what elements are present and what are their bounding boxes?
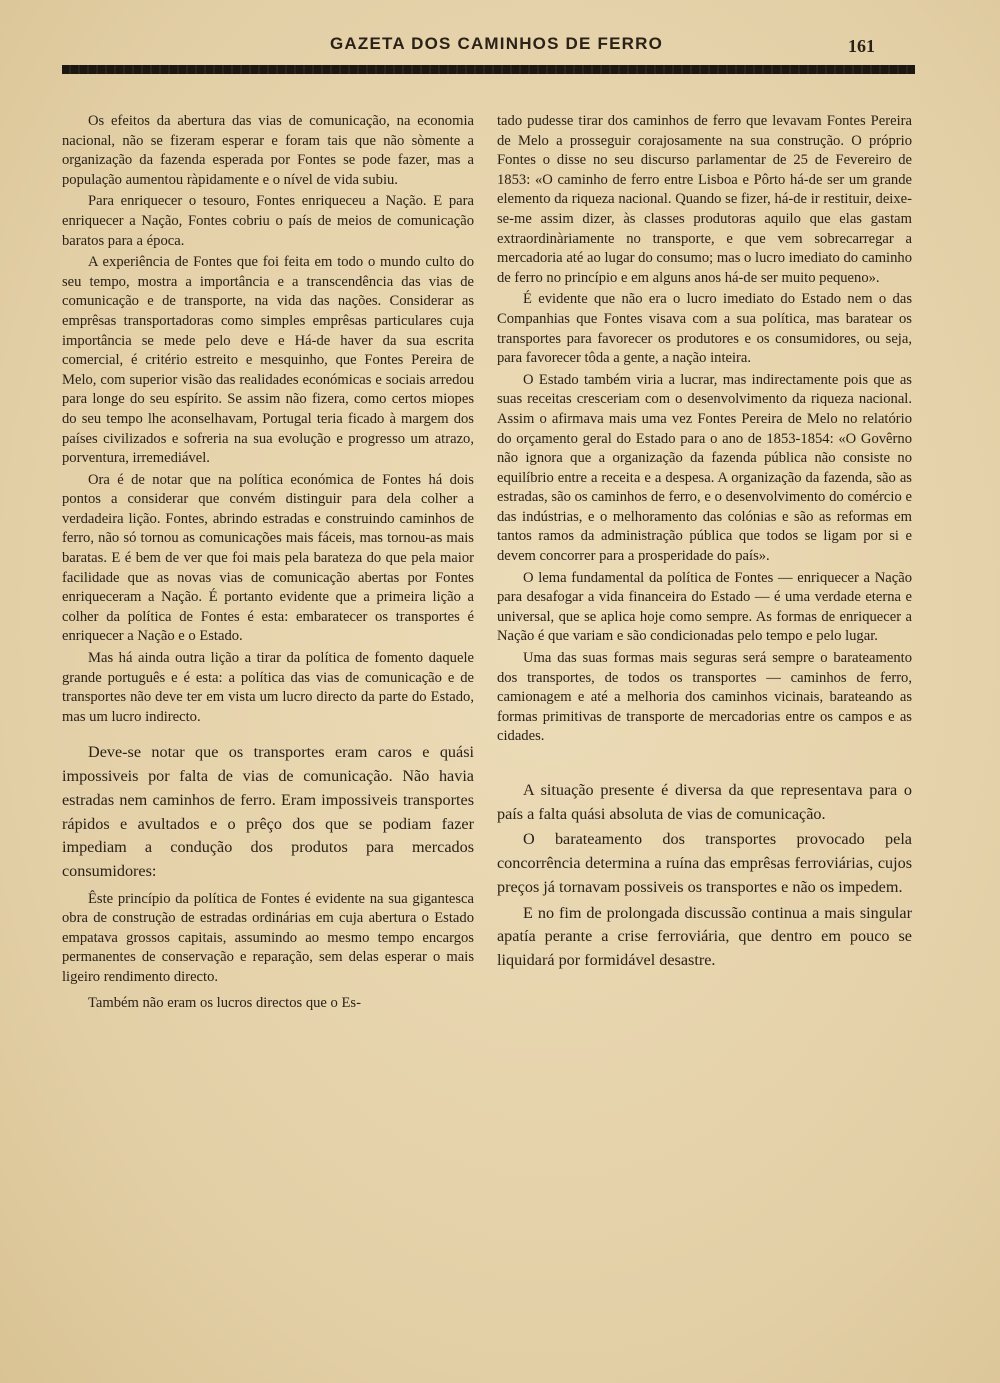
left-paragraph-5: Mas há ainda outra lição a tirar da política de fomento daquele grande português e é esta: a política das vias de comunicação e de transportes não deve ter em vista um lucro directo da parte do Estado, mas um lucro indirecto. xyxy=(62,650,474,725)
left-paragraph-7: Êste princípio da política de Fontes é evidente na sua gigantesca obra de construção de estradas ordinárias em cuja abertura o Estado empatava grossos capitais, assumindo ao mesmo tempo encargos permanentes de conservação e reparação, sem delas esperar o mais ligeiro rendimento directo. xyxy=(62,890,474,985)
header-rule xyxy=(62,65,915,74)
left-column xyxy=(62,112,474,1013)
left-paragraph-2: Para enriquecer o tesouro, Fontes enriqueceu a Nação. E para enriquecer a Nação, Fontes cobriu o país de meios de comunicação baratos para a época. xyxy=(62,193,474,249)
right-paragraph-3: O Estado também viria a lucrar, mas indirectamente pois que as suas receitas cresceriam com o desenvolvimento da riqueza nacional. Assim o afirmava mais uma vez Fontes Pereira de Melo no relatório do orçamento geral do Estado para o ano de 1853-1854: «O Govêrno não ignora que a organização da fazenda pública não consiste no equilíbrio entre a receita e a despesa. A organização da fazenda, são as estradas, são os caminhos de ferro, e o desenvolvimento do comércio e das indústrias, e o melhoramento das colónias e são as reformas em tantos ramos da administração pública que todos se ligam por si e devem concorrer para a prosperidade do país». xyxy=(497,371,912,565)
right-paragraph-5: Uma das suas formas mais seguras será sempre o barateamento dos transportes, de todos os transportes — caminhos de ferro, camionagem e até a melhoria dos caminhos vicinais, barateando as formas primitivas de transporte de mercadorias entre os campos e as cidades. xyxy=(497,650,912,745)
left-paragraph-6: Deve-se notar que os transportes eram caros e quási impossiveis por falta de vias de comunicação. Não havia estradas nem caminhos de ferro. Eram impossiveis transportes rápidos e avultados e o prêço dos que se podiam fazer impediam a condução dos produtos para mercados consumidores: xyxy=(62,743,474,880)
masthead-title: GAZETA DOS CAMINHOS DE FERRO xyxy=(330,34,663,53)
right-paragraph-1: tado pudesse tirar dos caminhos de ferro que levavam Fontes Pereira de Melo a prosseguir corajosamente na sua construção. O próprio Fontes o disse no seu discurso parlamentar de 25 de Fevereiro de 1853: «O caminho de ferro entre Lisboa e Pôrto há-de ser um grande elemento da riqueza nacional. Quando se fizer, há-de ir restituir, deixe-se-me assim dizer, às classes produtoras aquilo que elas gastam extraordinàriamente no transporte, e que vem sobrecarregar a mercadoria até ao lugar do consumo; mas o lucro imediato do caminho de ferro no princípio e em alguns anos há-de ser muito pequeno». xyxy=(497,113,912,286)
left-paragraph-1: Os efeitos da abertura das vias de comunicação, na economia nacional, não se fizeram esperar e foram tais que não sòmente a organização da fazenda esperada por Fontes se pode fazer, mas a população aumentou ràpidamente e o nível de vida subiu. xyxy=(62,113,474,188)
page-header xyxy=(60,32,915,62)
left-paragraph-3: A experiência de Fontes que foi feita em todo o mundo culto do seu tempo, mostra a importância e a transcendência das vias de comunicação e de transporte, na vida das nações. Considerar as emprêsas transportadoras como simples emprêsas particulares cuja importância se mede pelo deve e Há-de haver da sua escrita comercial, é critério estreito e mesquinho, que Fontes Pereira de Melo, com superior visão das realidades económicas e sociais arredou para longe do seu espírito. Se assim não fizera, como certos miopes do seu tempo lhe aconselhavam, Portugal teria ficado à margem dos países civilizados e sofreria na sua evolução e progresso um atrazo, porventura, irremediável. xyxy=(62,254,474,467)
right-column xyxy=(497,112,912,973)
page-number: 161 xyxy=(848,36,875,56)
right-paragraph-7: O barateamento dos transportes provocado pela concorrência determina a ruína das emprêsas ferroviárias, cujos preços já tornavam possiveis os transportes e não os impedem. xyxy=(497,830,912,896)
left-paragraph-4: Ora é de notar que na política económica de Fontes há dois pontos a considerar que convém distinguir para dela colher a verdadeira lição. Fontes, abrindo estradas e construindo caminhos de ferro, não só tornou as comunicações mais fáceis, mas tornou-as mais baratas. E é bem de ver que foi mais pela barateza do que pela maior facilidade que as novas vias de comunicação abertas por Fontes enriqueceram a Nação. É portanto evidente que a primeira lição a colher da política de Fontes é esta: embaratecer os transportes é enriquecer a Nação e o Estado. xyxy=(62,471,474,645)
left-paragraph-8: Também não eram os lucros directos que o Es- xyxy=(88,994,361,1011)
right-paragraph-6: A situação presente é diversa da que representava para o país a falta quási absoluta de vias de comunicação. xyxy=(497,781,912,823)
right-paragraph-8: E no fim de prolongada discussão continua a mais singular apatía perante a crise ferroviária, que dentro em pouco se liquidará por formidável desastre. xyxy=(497,903,912,969)
right-paragraph-4: O lema fundamental da política de Fontes — enriquecer a Nação para desafogar a vida financeira do Estado — é uma verdade eterna e universal, que se aplica hoje como sempre. As formas de enriquecer a Nação é que variam e são condicionadas pelo tempo e pelo lugar. xyxy=(497,569,912,645)
right-paragraph-2: É evidente que não era o lucro imediato do Estado nem o das Companhias que Fontes visava com a sua política, mas baratear os transportes para favorecer os produtores e os consumidores, ou seja, para favorecer tôda a gente, a nação inteira. xyxy=(497,291,912,367)
